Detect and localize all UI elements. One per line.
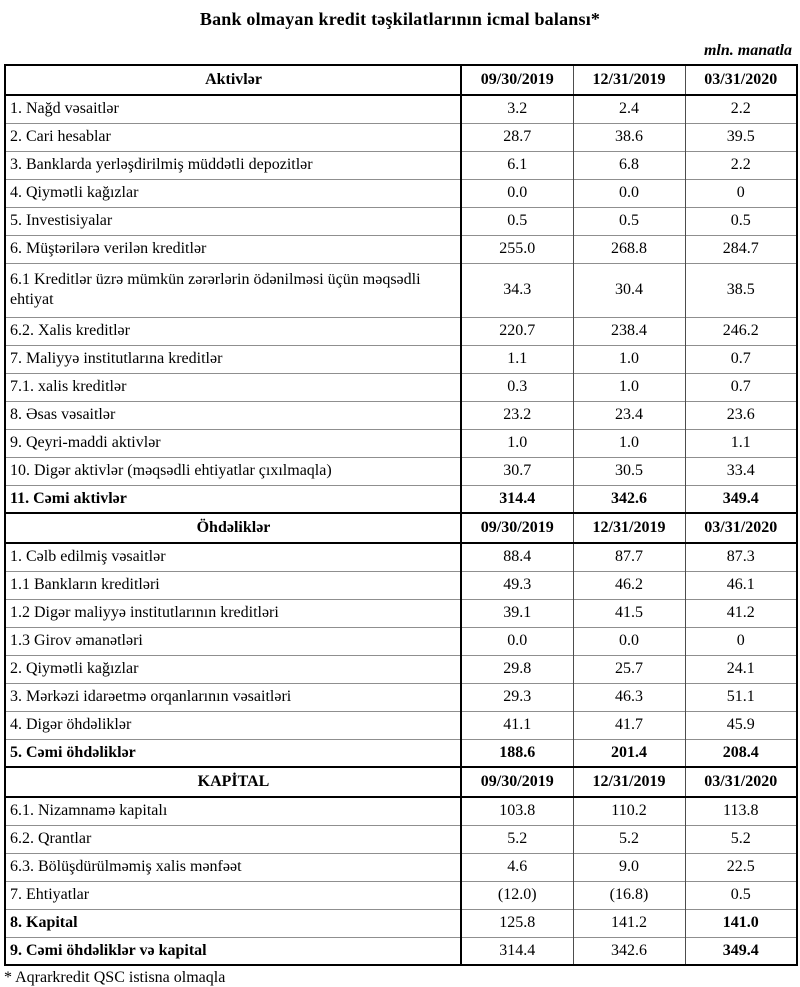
row-value: 0.0 xyxy=(461,627,573,655)
table-row xyxy=(5,345,797,373)
row-value: 103.8 xyxy=(461,797,573,825)
column-header: 09/30/2019 xyxy=(461,65,573,95)
row-value: 23.2 xyxy=(461,401,573,429)
row-value: 0 xyxy=(736,184,745,201)
row-value: 349.4 xyxy=(722,941,759,959)
column-header: 09/30/2019 xyxy=(461,767,573,797)
row-value: 201.4 xyxy=(573,739,685,767)
table-row xyxy=(5,739,797,767)
table-row xyxy=(5,401,797,429)
row-label: 7. Maliyyə institutlarına kreditlər xyxy=(5,345,461,373)
row-value: 1.0 xyxy=(461,429,573,457)
row-value: 314.4 xyxy=(461,937,573,965)
row-value: 0.5 xyxy=(730,886,751,903)
table-row xyxy=(5,95,797,123)
row-value: 125.8 xyxy=(461,909,573,937)
row-value: 0.7 xyxy=(730,350,751,367)
row-value: 0.0 xyxy=(573,179,685,207)
row-label: 2. Cari hesablar xyxy=(5,123,461,151)
row-label: 1.3 Girov əmanətləri xyxy=(5,627,461,655)
column-header: 12/31/2019 xyxy=(573,513,685,543)
row-value: 0.5 xyxy=(573,207,685,235)
row-value: (16.8) xyxy=(573,881,685,909)
row-value: 246.2 xyxy=(722,322,759,339)
table-row xyxy=(5,683,797,711)
row-value: 41.5 xyxy=(573,599,685,627)
row-value: 2.2 xyxy=(730,100,751,118)
section-header-row xyxy=(5,513,797,543)
row-value: 28.7 xyxy=(461,123,573,151)
row-value: 0.7 xyxy=(730,378,751,395)
row-value: 4.6 xyxy=(461,853,573,881)
row-value: 45.9 xyxy=(726,716,755,733)
row-value: 5.2 xyxy=(730,830,751,847)
table-row xyxy=(5,881,797,909)
table-row xyxy=(5,797,797,825)
row-label: 6. Müştərilərə verilən kreditlər xyxy=(5,235,461,263)
table-row xyxy=(5,711,797,739)
row-value: 49.3 xyxy=(461,571,573,599)
unit-note: mln. manatla xyxy=(703,42,792,59)
row-value: (12.0) xyxy=(461,881,573,909)
row-value: 34.3 xyxy=(461,263,573,317)
row-label: 8. Əsas vəsaitlər xyxy=(5,401,461,429)
row-value: 0.0 xyxy=(461,179,573,207)
row-value: 22.5 xyxy=(726,858,755,875)
row-label: 3. Mərkəzi idarəetmə orqanlarının vəsaitləri xyxy=(5,683,461,711)
row-label: 6.2. Qrantlar xyxy=(5,825,461,853)
row-value: 342.6 xyxy=(573,937,685,965)
row-value: 30.5 xyxy=(573,457,685,485)
column-header: 03/31/2020 xyxy=(704,773,778,790)
row-value: 29.3 xyxy=(461,683,573,711)
row-label: 1. Cəlb edilmiş vəsaitlər xyxy=(5,543,461,571)
row-value: 30.7 xyxy=(461,457,573,485)
row-value: 0.0 xyxy=(573,627,685,655)
row-value: 51.1 xyxy=(726,688,755,705)
table-row xyxy=(5,825,797,853)
section-header: KAPİTAL xyxy=(5,767,461,797)
table-row xyxy=(5,207,797,235)
row-label: 7. Ehtiyatlar xyxy=(5,881,461,909)
row-value: 46.3 xyxy=(573,683,685,711)
table-row xyxy=(5,373,797,401)
column-header: 03/31/2020 xyxy=(704,519,778,536)
row-value: 220.7 xyxy=(461,317,573,345)
row-value: 1.0 xyxy=(573,373,685,401)
row-value: 349.4 xyxy=(722,489,759,507)
row-label: 7.1. xalis kreditlər xyxy=(5,373,461,401)
row-value: 39.1 xyxy=(461,599,573,627)
table-row xyxy=(5,179,797,207)
table-row xyxy=(5,123,797,151)
row-value: 5.2 xyxy=(461,825,573,853)
row-value: 87.3 xyxy=(726,548,755,566)
table-row xyxy=(5,853,797,881)
row-value: 238.4 xyxy=(573,317,685,345)
row-value: 1.1 xyxy=(461,345,573,373)
table-row xyxy=(5,599,797,627)
footnote: * Aqrarkredit QSC istisna olmaqla xyxy=(4,969,226,986)
row-value: 3.2 xyxy=(461,95,573,123)
row-label: 6.1 Kreditlər üzrə mümkün zərərlərin ödənilməsi üçün məqsədli ehtiyat xyxy=(5,263,461,317)
row-value: 88.4 xyxy=(461,543,573,571)
row-value: 1.0 xyxy=(573,429,685,457)
table-row xyxy=(5,485,797,513)
row-value: 208.4 xyxy=(722,743,759,761)
column-header: 09/30/2019 xyxy=(461,513,573,543)
row-value: 5.2 xyxy=(573,825,685,853)
row-value: 24.1 xyxy=(726,660,755,677)
row-value: 9.0 xyxy=(573,853,685,881)
row-value: 284.7 xyxy=(722,240,759,257)
row-label: 10. Digər aktivlər (məqsədli ehtiyatlar çıxılmaqla) xyxy=(5,457,461,485)
row-label: 6.3. Bölüşdürülməmiş xalis mənfəət xyxy=(5,853,461,881)
column-header: 12/31/2019 xyxy=(573,767,685,797)
row-value: 33.4 xyxy=(726,462,755,479)
row-value: 30.4 xyxy=(573,263,685,317)
row-label: 1.1 Bankların kreditləri xyxy=(5,571,461,599)
row-value: 41.7 xyxy=(573,711,685,739)
row-value: 87.7 xyxy=(573,543,685,571)
row-value: 41.1 xyxy=(461,711,573,739)
table-row xyxy=(5,909,797,937)
table-row xyxy=(5,937,797,965)
row-label: 6.2. Xalis kreditlər xyxy=(5,317,461,345)
row-label: 4. Qiymətli kağızlar xyxy=(5,179,461,207)
row-value: 0.5 xyxy=(461,207,573,235)
section-header-row xyxy=(5,65,797,95)
row-value: 38.6 xyxy=(573,123,685,151)
table-row xyxy=(5,429,797,457)
row-value: 0.5 xyxy=(730,212,751,229)
row-value: 188.6 xyxy=(461,739,573,767)
row-value: 314.4 xyxy=(461,485,573,513)
row-label: 9. Qeyri-maddi aktivlər xyxy=(5,429,461,457)
table-row xyxy=(5,655,797,683)
row-value: 2.2 xyxy=(730,156,751,173)
row-value: 2.4 xyxy=(573,95,685,123)
row-label: 4. Digər öhdəliklər xyxy=(5,711,461,739)
table-row xyxy=(5,627,797,655)
row-value: 39.5 xyxy=(726,128,755,145)
row-label: 2. Qiymətli kağızlar xyxy=(5,655,461,683)
table-row xyxy=(5,457,797,485)
row-label: 1. Nağd vəsaitlər xyxy=(5,95,461,123)
column-header: 03/31/2020 xyxy=(704,71,778,88)
row-value: 6.1 xyxy=(461,151,573,179)
row-value: 46.1 xyxy=(726,576,755,593)
row-value: 23.6 xyxy=(726,406,755,423)
row-label: 11. Cəmi aktivlər xyxy=(5,485,461,513)
balance-table xyxy=(4,64,798,966)
row-label: 5. Cəmi öhdəliklər xyxy=(5,739,461,767)
balance-table-body xyxy=(5,65,797,965)
row-label: 5. Investisiyalar xyxy=(5,207,461,235)
row-value: 0.3 xyxy=(461,373,573,401)
row-value: 110.2 xyxy=(573,797,685,825)
table-row xyxy=(5,317,797,345)
row-value: 46.2 xyxy=(573,571,685,599)
section-header: Aktivlər xyxy=(5,65,461,95)
row-value: 141.0 xyxy=(722,914,759,931)
row-value: 23.4 xyxy=(573,401,685,429)
table-row xyxy=(5,235,797,263)
table-row xyxy=(5,571,797,599)
row-value: 268.8 xyxy=(573,235,685,263)
row-label: 3. Banklarda yerləşdirilmiş müddətli depozitlər xyxy=(5,151,461,179)
row-value: 6.8 xyxy=(573,151,685,179)
row-value: 41.2 xyxy=(726,604,755,621)
table-row xyxy=(5,543,797,571)
row-value: 141.2 xyxy=(573,909,685,937)
row-value: 0 xyxy=(736,632,745,649)
column-header: 12/31/2019 xyxy=(573,65,685,95)
section-header: Öhdəliklər xyxy=(5,513,461,543)
row-value: 1.0 xyxy=(573,345,685,373)
row-value: 25.7 xyxy=(573,655,685,683)
row-value: 255.0 xyxy=(461,235,573,263)
row-value: 1.1 xyxy=(730,434,751,451)
section-header-row xyxy=(5,767,797,797)
row-value: 342.6 xyxy=(573,485,685,513)
row-value: 29.8 xyxy=(461,655,573,683)
table-row xyxy=(5,151,797,179)
page-title: Bank olmayan kredit təşkilatlarının icmal balansı* xyxy=(199,9,601,29)
row-label: 6.1. Nizamnamə kapitalı xyxy=(5,797,461,825)
row-label: 1.2 Digər maliyyə institutlarının kreditləri xyxy=(5,599,461,627)
row-value: 38.5 xyxy=(726,281,755,298)
row-label: 8. Kapital xyxy=(5,909,461,937)
table-row xyxy=(5,263,797,317)
row-label: 9. Cəmi öhdəliklər və kapital xyxy=(5,937,461,965)
row-value: 113.8 xyxy=(723,802,759,820)
